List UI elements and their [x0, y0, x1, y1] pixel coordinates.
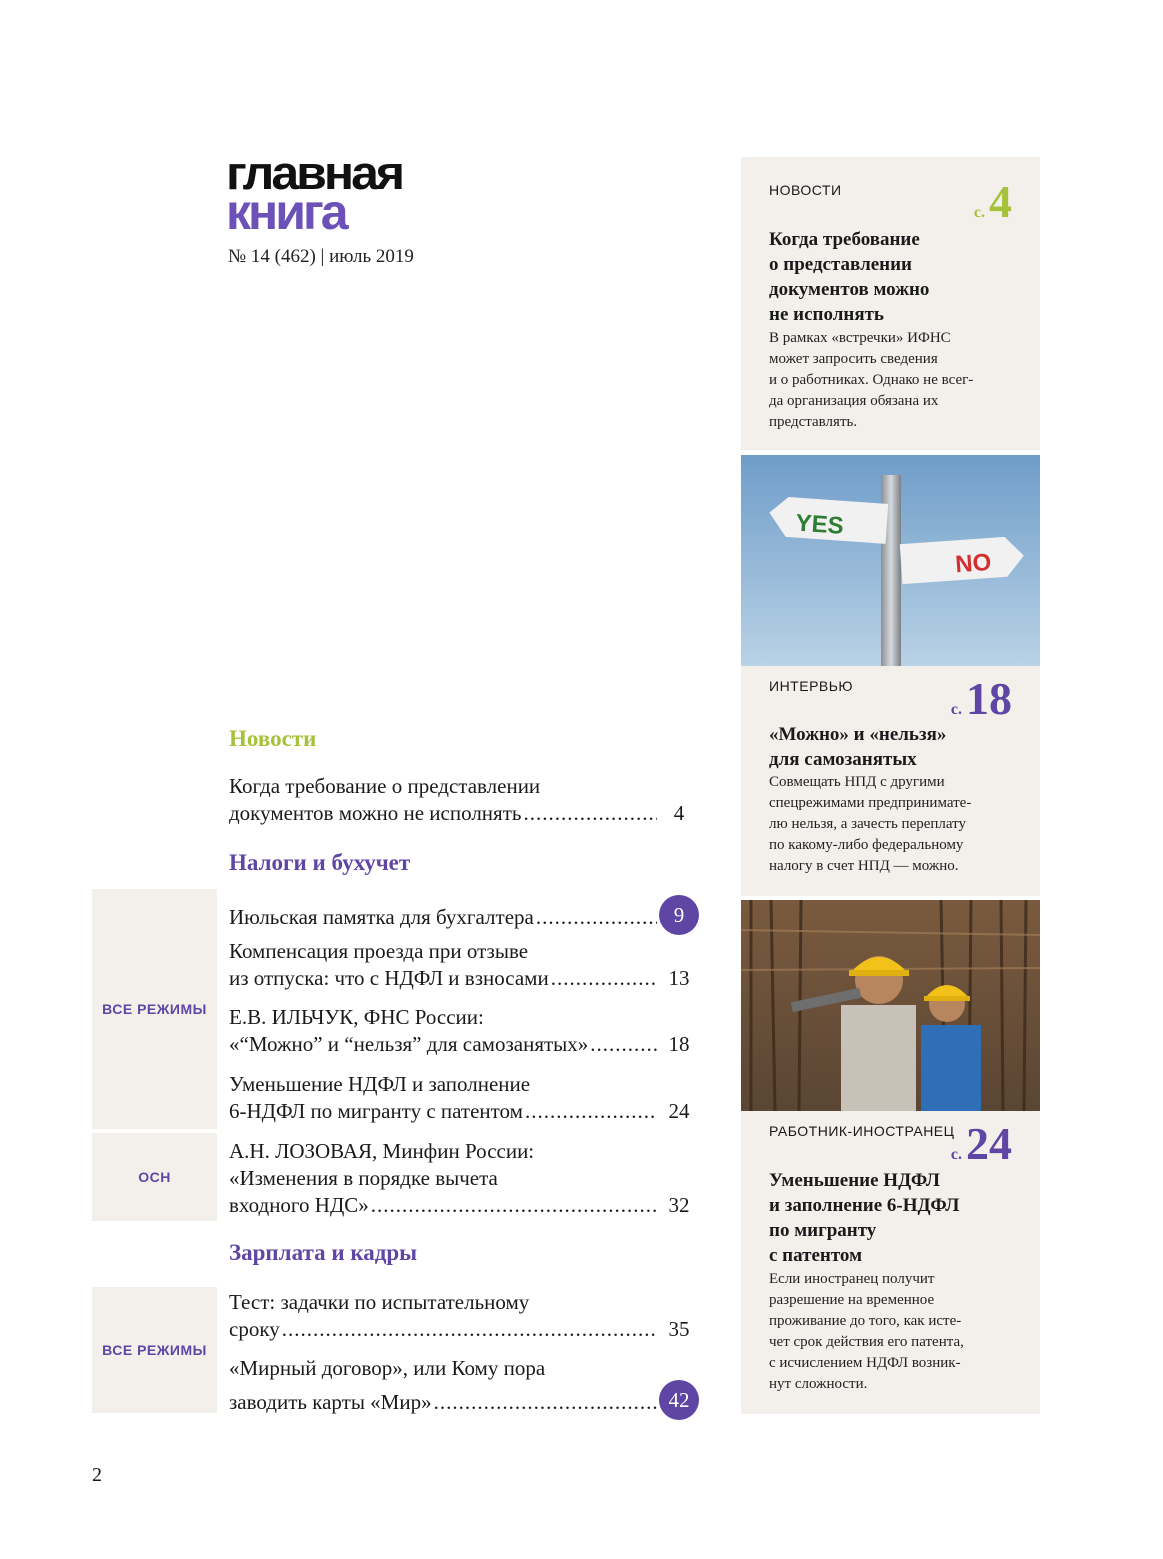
toc-entry-line1: Когда требование о представлении: [229, 774, 541, 798]
regime-label-all-2: ВСЕ РЕЖИМЫ: [92, 1287, 217, 1413]
card-page-prefix: с.: [973, 204, 985, 221]
card-text: В рамках «встречки» ИФНС может запросить сведения и о работниках. Однако не всег- да организация обязана их представлять.: [769, 330, 974, 430]
card-page-prefix: с.: [950, 1146, 962, 1163]
section-title-salary: Зарплата и кадры: [229, 1240, 418, 1265]
toc-entry-line2: документов можно не исполнять: [229, 801, 522, 825]
page-number: 2: [92, 1464, 102, 1486]
card-text: Если иностранец получит разрешение на временное проживание до того, как исте- чет срок действия его патента, с исчислением НДФЛ возник- нут сложности.: [769, 1271, 964, 1392]
toc-entry-line1: Компенсация проезда при отзыве: [229, 939, 529, 963]
signpost-photo: [741, 455, 1040, 666]
card-kicker: ИНТЕРВЬЮ: [769, 678, 854, 694]
toc-page-number: 18: [668, 1032, 690, 1056]
toc-entry-line1: Е.В. ИЛЬЧУК, ФНС России:: [229, 1005, 484, 1029]
card-news[interactable]: [741, 157, 1040, 450]
toc-entry-line2: сроку: [229, 1317, 280, 1341]
toc-entry-line1: «Мирный договор», или Кому пора: [229, 1356, 546, 1380]
toc-page-badge: 9: [659, 895, 699, 935]
toc-entry[interactable]: [229, 938, 699, 992]
toc-page-number: 24: [668, 1099, 690, 1123]
toc-entry-line1b: «Изменения в порядке вычета: [229, 1166, 498, 1190]
toc-page-number: 35: [668, 1317, 690, 1341]
toc-page-number: 13: [668, 966, 690, 990]
card-kicker: РАБОТНИК-ИНОСТРАНЕЦ: [769, 1123, 955, 1139]
section-title-news: Новости: [229, 726, 317, 751]
toc-entry[interactable]: [229, 1071, 699, 1125]
logo-line-2: книга: [226, 184, 346, 240]
sign-no: NO: [954, 548, 993, 579]
logo-line-1: главная: [226, 146, 403, 200]
regime-label-all: ВСЕ РЕЖИМЫ: [92, 889, 217, 1129]
toc-entry-line2: «“Можно” и “нельзя” для самозанятых»: [229, 1032, 589, 1056]
section-title-taxes: Налоги и бухучет: [229, 850, 411, 875]
toc-entry-line2: Июльская памятка для бухгалтера: [229, 904, 534, 929]
workers-photo: [741, 900, 1040, 1111]
sign-yes: YES: [794, 509, 845, 540]
card-foreign-worker[interactable]: [741, 1111, 1040, 1414]
toc-entry-line2: входного НДС»: [229, 1193, 369, 1217]
regime-label-osn: ОСН: [92, 1133, 217, 1221]
toc-entry-line2: заводить карты «Мир»: [229, 1389, 432, 1414]
card-page-ref: [950, 673, 1012, 724]
toc-entry-line2: 6-НДФЛ по мигранту с патентом: [229, 1099, 523, 1123]
toc-entry[interactable]: [229, 1289, 699, 1343]
card-kicker: НОВОСТИ: [769, 182, 842, 198]
card-page-ref: [950, 1118, 1012, 1169]
toc-page-number: 32: [668, 1193, 690, 1217]
card-page-number: 24: [966, 1118, 1012, 1169]
toc-page-badge: 42: [659, 1380, 699, 1420]
card-page-number: 18: [966, 673, 1012, 724]
card-page-number: 4: [989, 176, 1012, 227]
toc-entry[interactable]: [229, 1004, 699, 1058]
toc-entry-line1: Уменьшение НДФЛ и заполнение: [229, 1072, 531, 1096]
toc-entry[interactable]: [229, 773, 699, 827]
toc-entry-line1: А.Н. ЛОЗОВАЯ, Минфин России:: [229, 1139, 535, 1163]
toc-entry-line1: Тест: задачки по испытательному: [229, 1290, 530, 1314]
toc-page-number: 4: [673, 801, 685, 825]
toc-entry[interactable]: [229, 1138, 699, 1219]
card-page-prefix: с.: [950, 701, 962, 718]
toc-entry[interactable]: [229, 1355, 699, 1422]
card-page-ref: [973, 176, 1012, 227]
card-title: Когда требование о представлении документов можно не исполнять: [769, 229, 930, 325]
card-interview[interactable]: [741, 666, 1040, 896]
toc-entry[interactable]: [229, 897, 699, 937]
issue-info: № 14 (462) | июль 2019: [228, 246, 414, 267]
card-text: Совмещать НПД с другими спецрежимами предпринимате- лю нельзя, а зачесть переплату по какому-либо федеральному налогу в счет НПД — можно.: [769, 774, 972, 874]
card-title: Уменьшение НДФЛ и заполнение 6-НДФЛ по мигранту с патентом: [769, 1170, 960, 1266]
toc-entry-line2: из отпуска: что с НДФЛ и взносами: [229, 966, 549, 990]
card-title: «Можно» и «нельзя» для самозанятых: [769, 724, 947, 770]
